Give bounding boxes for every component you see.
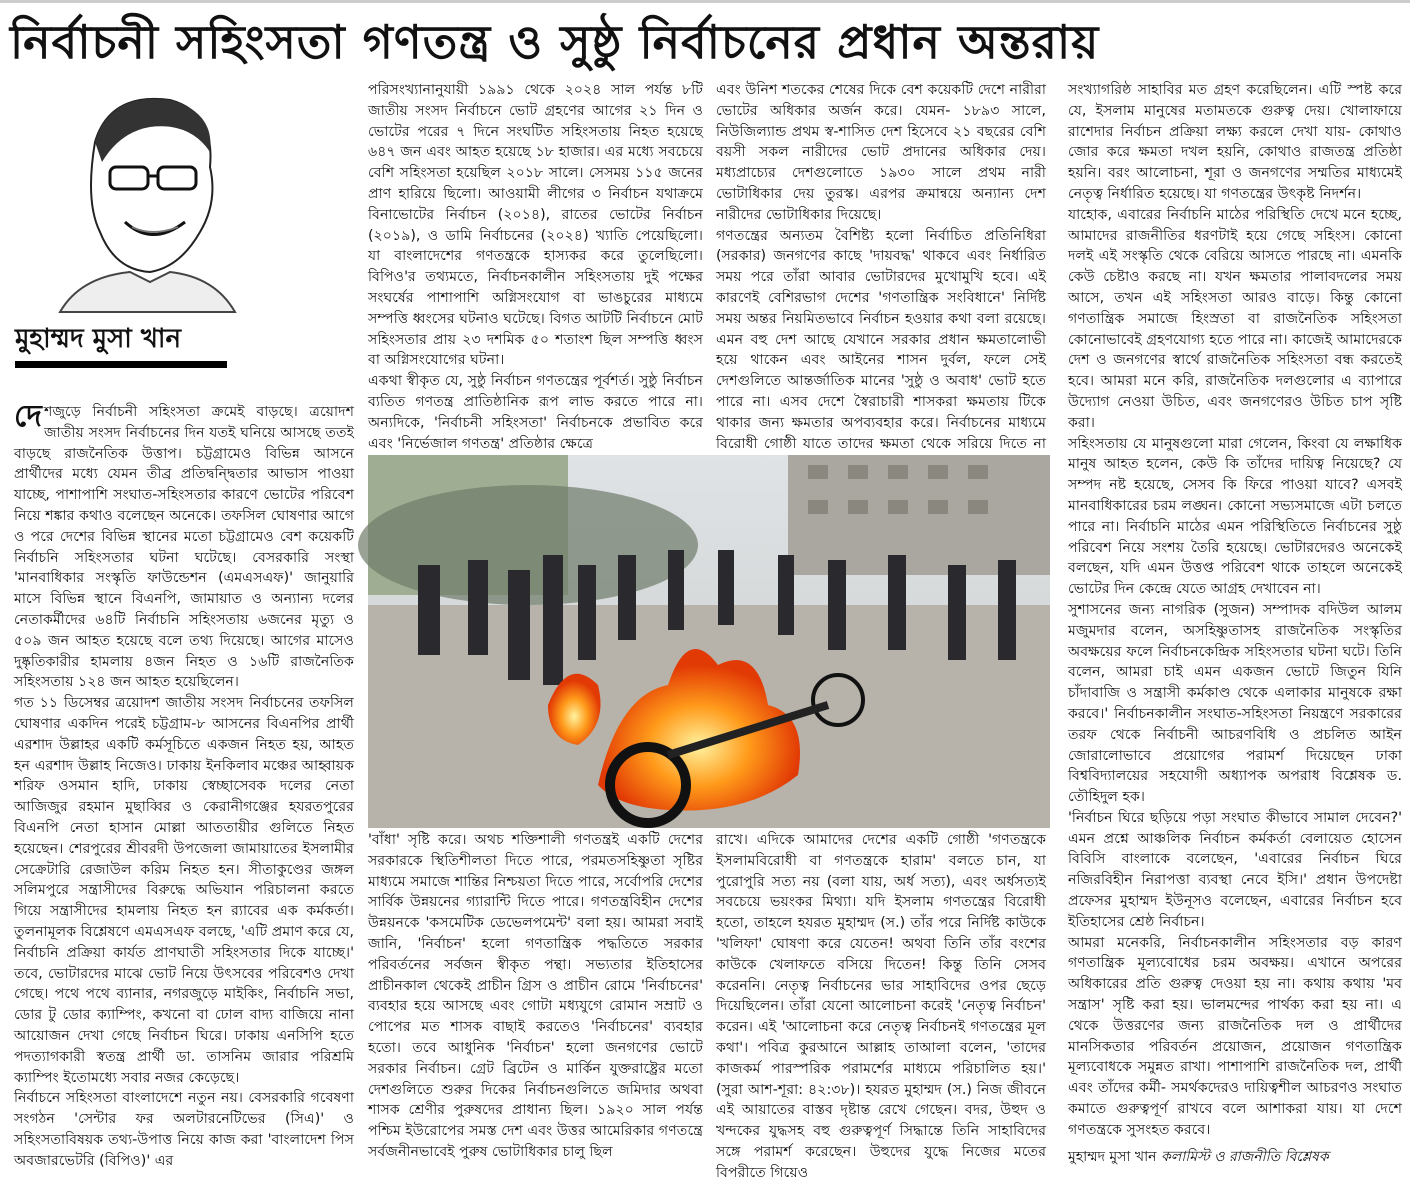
paragraph: রাখে। এদিকে আমাদের দেশের একটি গোষ্ঠী 'গণতন্ত্রকে ইসলামবিরোধী বা গণতন্ত্রকে হারাম' বলতে চান, যা পুরোপুরি সত্য নয় (বলা যায়, অর্ধ সত্য), এবং অর্ধসত্যই সবচেয়ে ভয়ংকর মিথ্যা। যদি ইসলাম গণতন্ত্রের বিরোধী হতো, তাহলে হযরত মুহাম্মদ (স.) তাঁর পরে নির্দিষ্ট কাউকে 'খলিফা' ঘোষণা করে যেতেন! অথবা তিনি তাঁর বংশের কাউকে খেলাফতে বসিয়ে দিতেন! কিন্তু তিনি সেসব করেননি। নেতৃত্ব নির্বাচনের ভার সাহাবিদের ওপর ছেড়ে দিয়েছিলেন। তাঁরা যেনো আলোচনা করেই 'নেতৃত্ব নির্বাচন' করেন। এই 'আলোচনা করে নেতৃত্ব নির্বাচনই গণতন্ত্রের মূল কথা'। পবিত্র কুরআনে আল্লাহ তাআলা বলেন, 'তাদের কাজকর্ম পারস্পরিক পরামর্শের মাধ্যমে পরিচালিত হয়।' (সুরা আশ-শূরা: ৪২:৩৮)। হযরত মুহাম্মদ (স.) নিজ জীবনে এই আয়াতের বাস্তব দৃষ্টান্ত রেখে গেছেন। বদর, উহুদ ও খন্দকের যুদ্ধসহ বহু গুরুত্বপূর্ণ সিদ্ধান্তে তিনি সাহাবিদের সঙ্গে পরামর্শ করেছেন। উহুদের যুদ্ধে নিজের মতের বিপরীতে গিয়েও — [716, 832, 1046, 1181]
paragraph: 'নির্বাচন ঘিরে ছড়িয়ে পড়া সংঘাত কীভাবে সামাল দেবেন?' এমন প্রশ্নে আঞ্চলিক নির্বাচন কর্মকর্তা বেলায়েত হোসেন বিবিসি বাংলাকে বলেছেন, 'এবারের নির্বাচন ঘিরে নজিরবিহীন নিরাপত্তা ব্যবস্থা নেবে ইসি।' প্রধান উপদেষ্টা প্রফেসর মুহাম্মদ ইউনূসও বলেছেন, এবারের নির্বাচন হবে ইতিহাসের শ্রেষ্ঠ নির্বাচন। — [1068, 809, 1402, 930]
paragraph: নির্বাচনে সহিংসতা বাংলাদেশে নতুন নয়। বেসরকারি গবেষণা সংগঠন 'সেন্টার ফর অলটারনেটিভের (সিএ)' ও সহিংসতাবিষয়ক তথ্য-উপাত্ত নিয়ে কাজ করা 'বাংলাদেশ পিস অবজারভেটরি (বিপিও)' এর — [14, 1090, 354, 1169]
headline: নির্বাচনী সহিংসতা গণতন্ত্র ও সুষ্ঠু নির্বাচনের প্রধান অন্তরায় — [10, 15, 1100, 69]
paragraph: পরিসংখ্যানানুযায়ী ১৯৯১ থেকে ২০২৪ সাল পর্যন্ত ৮টি জাতীয় সংসদ নির্বাচনে ভোট গ্রহণের আগের ২১ দিন ও ভোটের পরের ৭ দিনে সংঘটিত সহিংসতায় নিহত হয়েছে ৬৪৭ জন এবং আহত হয়েছে ১৮ হাজার। এর মধ্যে সবচেয়ে বেশি সহিংসতা হয়েছিল ২০১৮ সালে। সেসময় ১১৫ জনের প্রাণ হারিয়ে ছিলো। আওয়ামী লীগের ৩ নির্বাচন যথাক্রমে বিনাভোটের নির্বাচন (২০১৪), রাতের ভোটের নির্বাচন (২০১৯), ও ডামি নির্বাচনের (২০২৪) খ্যাতি পেয়েছিলো। যা বাংলাদেশের গণতন্ত্রকে হাস্যকর করে তুলেছিলো। বিপিও'র তথ্যমতে, নির্বাচনকালীন সহিংসতায় দুই পক্ষের সংঘর্ষের পাশাপাশি অগ্নিসংযোগ বা ভাঙচুরের মাধ্যমে সম্পত্তি ধ্বংসের ঘটনাও ঘটেছে। বিগত আটটি নির্বাচনে মোট সহিংসতার প্রায় ২৩ দশমিক ৫০ শতাংশ ছিল সম্পত্তি ধ্বংস বা অগ্নিসংযোগের ঘটনা। — [368, 82, 703, 369]
article-column-2-top — [368, 80, 703, 452]
paragraph: গণতন্ত্রের অন্যতম বৈশিষ্ট্য হলো নির্বাচিত প্রতিনিধিরা (সরকার) জনগণের কাছে 'দায়বদ্ধ' থাকবে এবং নির্ধারিত সময় পরে তাঁরা আবার ভোটারদের মুখোমুখি হবে। এই কারণেই বেশিরভাগ দেশের 'গণতান্ত্রিক সংবিধানে' নির্দিষ্ট সময় অন্তর নিয়মিতভাবে নির্বাচন হওয়ার কথা বলা রয়েছে। এমন বহু দেশ আছে যেখানে সরকার প্রধান ক্ষমতালোভী হয়ে থাকেন এবং আইনের শাসন দুর্বল, ফলে সেই দেশগুলিতে আন্তর্জাতিক মানের 'সুষ্ঠু ও অবাধ' ভোট হতে পারে না। এসব দেশে স্বৈরাচারী শাসকরা ক্ষমতায় টিকে থাকার জন্য ক্ষমতার অপব্যবহার করে। নির্বাচনের মাধ্যমে বিরোধী গোষ্ঠী যাতে তাদের ক্ষমতা থেকে সরিয়ে দিতে না — [716, 227, 1046, 452]
paragraph: সংখ্যাগরিষ্ঠ সাহাবির মত গ্রহণ করেছিলেন। এটি স্পষ্ট করে যে, ইসলাম মানুষের মতামতকে গুরুত্ব দেয়। খোলাফায়ে রাশেদার নির্বাচন প্রক্রিয়া লক্ষ্য করলে দেখা যায়- কোথাও জোর করে ক্ষমতা দখল হয়নি, কোথাও রাজতন্ত্র প্রতিষ্ঠা হয়নি। বরং আলোচনা, শূরা ও জনগণের সম্মতির মাধ্যমেই নেতৃত্ব নির্ধারিত হয়েছে। যা গণতন্ত্রের উৎকৃষ্ট নিদর্শন। — [1068, 82, 1402, 202]
author-portrait-sketch — [40, 82, 240, 312]
paragraph: যাহোক, এবারের নির্বাচনি মাঠের পরিস্থিতি দেখে মনে হচ্ছে, আমাদের রাজনীতির ধরণটাই হয়ে গেছে সহিংস। কোনো দলই এই সংস্কৃতি থেকে বেরিয়ে আসতে পারছে না। এমনকি কেউ চেষ্টাও করছে না। যখন ক্ষমতার পালাবদলের সময় আসে, তখন এই সহিংসতা আরও বাড়ে। কিন্তু কোনো গণতান্ত্রিক সমাজে হিংস্রতা বা রাজনৈতিক সহিংসতা কোনোভাবেই গ্রহণযোগ্য হতে পারে না। কাজেই আমাদেরকে দেশ ও জনগণের স্বার্থে রাজনৈতিক সহিংসতা বন্ধ করতেই হবে। আমরা মনে করি, রাজনৈতিক দলগুলোর এ ব্যাপারে উদ্যোগ নেওয়া উচিত, এবং জনগণেরও উচিত চাপ সৃষ্টি করা। — [1068, 206, 1402, 431]
paragraph: একথা স্বীকৃত যে, সুষ্ঠু নির্বাচন গণতন্ত্রের পূর্বশর্ত। সুষ্ঠু নির্বাচন ব্যতিত গণতন্ত্র প্রাতিষ্ঠানিক রূপ লাভ করতে পারে না। অন্যদিকে, 'নির্বাচনী সহিংসতা' নির্বাচনকে প্রভাবিত করে এবং 'নির্ভেজাল গণতন্ত্র' প্রতিষ্ঠার ক্ষেত্রে — [368, 373, 703, 452]
article-column-4 — [1068, 80, 1402, 1140]
top-rule — [0, 0, 1410, 3]
paragraph: 'বাঁধা' সৃষ্টি করে। অথচ শক্তিশালী গণতন্ত্রই একটি দেশের সরকারকে স্থিতিশীলতা দিতে পারে, পরমতসহিষ্ণুতা সৃষ্টির মাধ্যমে সমাজে শান্তির নিশ্চয়তা দিতে পারে, সর্বোপরি দেশের সার্বিক উন্নয়নের গ্যারান্টি দিতে পারে। গণতন্ত্রবিহীন দেশের উন্নয়নকে 'কসমেটিক ডেভেলপমেন্ট' বলা হয়। আমরা সবাই জানি, 'নির্বাচন' হলো গণতান্ত্রিক পদ্ধতিতে সরকার পরিবর্তনের সর্বজন স্বীকৃত পন্থা। সভ্যতার ইতিহাসের প্রাচীনকাল থেকেই প্রাচীন গ্রিস ও প্রাচীন রোমে 'নির্বাচনের' ব্যবহার হয়ে আসছে এবং গোটা মধ্যযুগে রোমান সম্রাট ও পোপের মত শাসক বাছাই করতেও 'নির্বাচনের' ব্যবহার হতো। তবে আধুনিক 'নির্বাচন' হলো জনগণের ভোটে সরকার নির্বাচন। গ্রেট ব্রিটেন ও মার্কিন যুক্তরাষ্ট্রের মতো দেশগুলিতে শুরুর দিকের নির্বাচনগুলিতে জমিদার অথবা শাসক শ্রেণীর পুরুষদের প্রাধান্য ছিল। ১৯২০ সাল পর্যন্ত পশ্চিম ইউরোপের সমস্ত দেশ এবং উত্তর আমেরিকার গণতন্ত্রে সর্বজনীনভাবেই পুরুষ ভোটাধিকার চালু ছিল — [368, 832, 703, 1160]
article-column-3-bottom — [716, 830, 1046, 1181]
article-column-2-bottom — [368, 830, 703, 1168]
author-name: মুহাম্মদ মুসা খান — [15, 324, 181, 354]
paragraph: সুশাসনের জন্য নাগরিক (সুজন) সম্পাদক বদিউল আলম মজুমদার বলেন, অসহিষ্ণুতাসহ রাজনৈতিক সংস্কৃতির অবক্ষয়ের ফলে নির্বাচনকেন্দ্রিক সহিংসতার ঘটনা ঘটে। তিনি বলেন, আমরা চাই এমন একজন ভোটে জিতুন যিনি চাঁদাবাজি ও সন্ত্রাসী কর্মকাণ্ড থেকে এলাকার মানুষকে রক্ষা করবে।' নির্বাচনকালীন সংঘাত-সহিংসতা নিয়ন্ত্রণে সরকারের তরফ থেকে নির্বাচনী আচরণবিধি ও প্রচলিত আইন জোরালোভাবে প্রয়োগের পরামর্শ দিয়েছেন ঢাকা বিশ্ববিদ্যালয়ের সহযোগী অধ্যাপক অপরাধ বিশ্লেষক ড. তৌহিদুল হক। — [1068, 601, 1402, 806]
article-column-1 — [14, 399, 354, 1169]
news-photo-burning-motorcycle — [368, 455, 1050, 828]
drop-cap: দে — [14, 399, 42, 434]
paragraph: সহিংসতায় যে মানুষগুলো মারা গেলেন, কিংবা যে লক্ষাধিক মানুষ আহত হলেন, কেউ কি তাঁদের দায়িত্ব নিয়েছে? যে সম্পদ নষ্ট হয়েছে, সেসব কি ফিরে পাওয়া যাবে? এসবই মানবাধিকারের চরম লঙ্ঘন। কোনো সভ্যসমাজে এটা চলতে পারে না। নির্বাচনি মাঠের এমন পরিস্থিতিতে নির্বাচনের সুষ্ঠু পরিবেশ নিয়ে সংশয় তৈরি হয়েছে। ভোটারদেরও অনেকেই বলছেন, যদি এমন উত্তপ্ত পরিবেশ থাকে তাহলে অনেকেই ভোটের দিন কেন্দ্রে যেতে আগ্রহ দেখাবেন না। — [1068, 435, 1402, 598]
author-byline: মুহাম্মদ মুসা খান কলামিস্ট ও রাজনীতি বিশ্লেষক — [1068, 1149, 1329, 1165]
article-column-3-top — [716, 80, 1046, 452]
author-role: কলামিস্ট ও রাজনীতি বিশ্লেষক — [1160, 1149, 1329, 1165]
paragraph: গত ১১ ডিসেম্বর ত্রয়োদশ জাতীয় সংসদ নির্বাচনের তফসিল ঘোষণার একদিন পরেই চট্টগ্রাম-৮ আসনের বিএনপির প্রার্থী এরশাদ উল্লাহর একটি কর্মসূচিতে একজন নিহত হয়, আহত হন এরশাদ উল্লাহ নিজেও। ঢাকায় ইনকিলাব মঞ্চের আহ্বায়ক শরিফ ওসমান হাদি, ঢাকায় স্বেচ্ছাসেবক দলের নেতা আজিজুর রহমান মুছাব্বির ও কেরানীগঞ্জের হযরতপুরের বিএনপি নেতা হাসান মোল্লা আততায়ীর গুলিতে নিহত হয়েছেন। শেরপুরের শ্রীবরদী উপজেলা জামায়াতের ইসলামীর সেক্রেটারি রেজাউল করিম নিহত হন। সীতাকুণ্ডের জঙ্গল সলিমপুরে সন্ত্রাসীদের বিরুদ্ধে অভিযান পরিচালনা করতে গিয়ে সন্ত্রাসীদের হামলায় নিহত হন র‍্যাবের এক কর্মকর্তা। তুলনামূলক বিশ্লেষণে এমএসএফ বলছে, 'এটি প্রমাণ করে যে, নির্বাচনি প্রক্রিয়া কার্যত প্রাণঘাতী সহিংসতার দিকে যাচ্ছে।' তবে, ভোটারদের মাঝে ভোট নিয়ে উৎসবের পরিবেশও দেখা গেছে। পথে পথে ব্যানার, নগরজুড়ে মাইকিং, নির্বাচনি সভা, ডোর টু ডোর ক্যাম্পিং, কখনো বা ঢোল বাদ্য বাজিয়ে নানা আয়োজন দেখা গেছে নির্বাচন ঘিরে। ঢাকায় এনসিপি হতে পদত্যাগকারী স্বতন্ত্র প্রার্থী ডা. তাসনিম জারার পরিশ্রমি ক্যাম্পিং ইতোমধ্যে সবার নজর কেড়েছে। — [14, 695, 354, 1086]
paragraph: এবং উনিশ শতকের শেষের দিকে বেশ কয়েকটি দেশে নারীরা ভোটের অধিকার অর্জন করে। যেমন- ১৮৯৩ সালে, নিউজিল্যান্ড প্রথম স্ব-শাসিত দেশ হিসেবে ২১ বছরের বেশি বয়সী সকল নারীদের ভোট প্রদানের অধিকার দেয়। মধ্যপ্রাচ্যের দেশগুলোতে ১৯৩০ সালে প্রথম নারী ভোটাধিকার দেয় তুরস্ক। এরপর ক্রমান্বয়ে অন্যান্য দেশ নারীদের ভোটাধিকার দিয়েছে। — [716, 82, 1046, 223]
author-name-underline — [15, 361, 227, 368]
paragraph: আমরা মনেকরি, নির্বাচনকালীন সহিংসতার বড় কারণ গণতান্ত্রিক মূল্যবোধের চরম অবক্ষয়। এখানে অপরের অধিকারের প্রতি গুরুত্ব দেওয়া হয় না। কথায় কথায় 'মব সন্ত্রাস' সৃষ্টি করা হয়। ভালমন্দের পার্থক্য করা হয় না। এ থেকে উত্তরণের জন্য রাজনৈতিক দল ও প্রার্থীদের মানসিকতার পরিবর্তন প্রয়োজন, প্রয়োজন গণতান্ত্রিক মূল্যবোধকে সমুন্নত রাখা। পাশাপাশি রাজনৈতিক দল, প্রার্থী এবং তাঁদের কর্মী- সমর্থকদেরও দায়িত্বশীল আচরণও সংঘাত কমাতে গুরুত্বপূর্ণ রাখবে বলে আশাকরা যায়। যা দেশে গণতন্ত্রকে সুসংহত করবে। — [1068, 934, 1402, 1138]
paragraph: দেশজুড়ে নির্বাচনী সহিংসতা ক্রমেই বাড়ছে। ত্রয়োদশ জাতীয় সংসদ নির্বাচনের দিন যতই ঘনিয়ে আসছে ততই বাড়ছে রাজনৈতিক উত্তাপ। চট্টগ্রামেও বিভিন্ন আসনে প্রার্থীদের মধ্যে যেমন তীব্র প্রতিদ্বন্দ্বিতার আভাস পাওয়া যাচ্ছে, পাশাপাশি সংঘাত-সহিংসতার কারণে ভোটের পরিবেশ নিয়ে শঙ্কার কথাও বলেছেন অনেকে। তফসিল ঘোষণার আগে ও পরে দেশের বিভিন্ন স্থানের মতো চট্টগ্রামেও বেশ কয়েকটি নির্বাচনি সহিংসতার ঘটনা ঘটেছে। বেসরকারি সংস্থা 'মানবাধিকার সংস্কৃতি ফাউন্ডেশন (এমএসএফ)' জানুয়ারি মাসে বিভিন্ন স্থানে বিএনপি, জামায়াত ও অন্যান্য দলের নেতাকর্মীদের ৬৪টি নির্বাচনি সহিংসতায় ৬জনের মৃত্যু ও ৫০৯ জন আহত হয়েছে বলে তথ্য দিয়েছে। আগের মাসেও দুষ্কৃতিকারীর হামলায় ৪জন নিহত ও ১৬টি রাজনৈতিক সহিংসতায় ১২৪ জন আহত হয়েছিলেন। — [14, 399, 354, 691]
